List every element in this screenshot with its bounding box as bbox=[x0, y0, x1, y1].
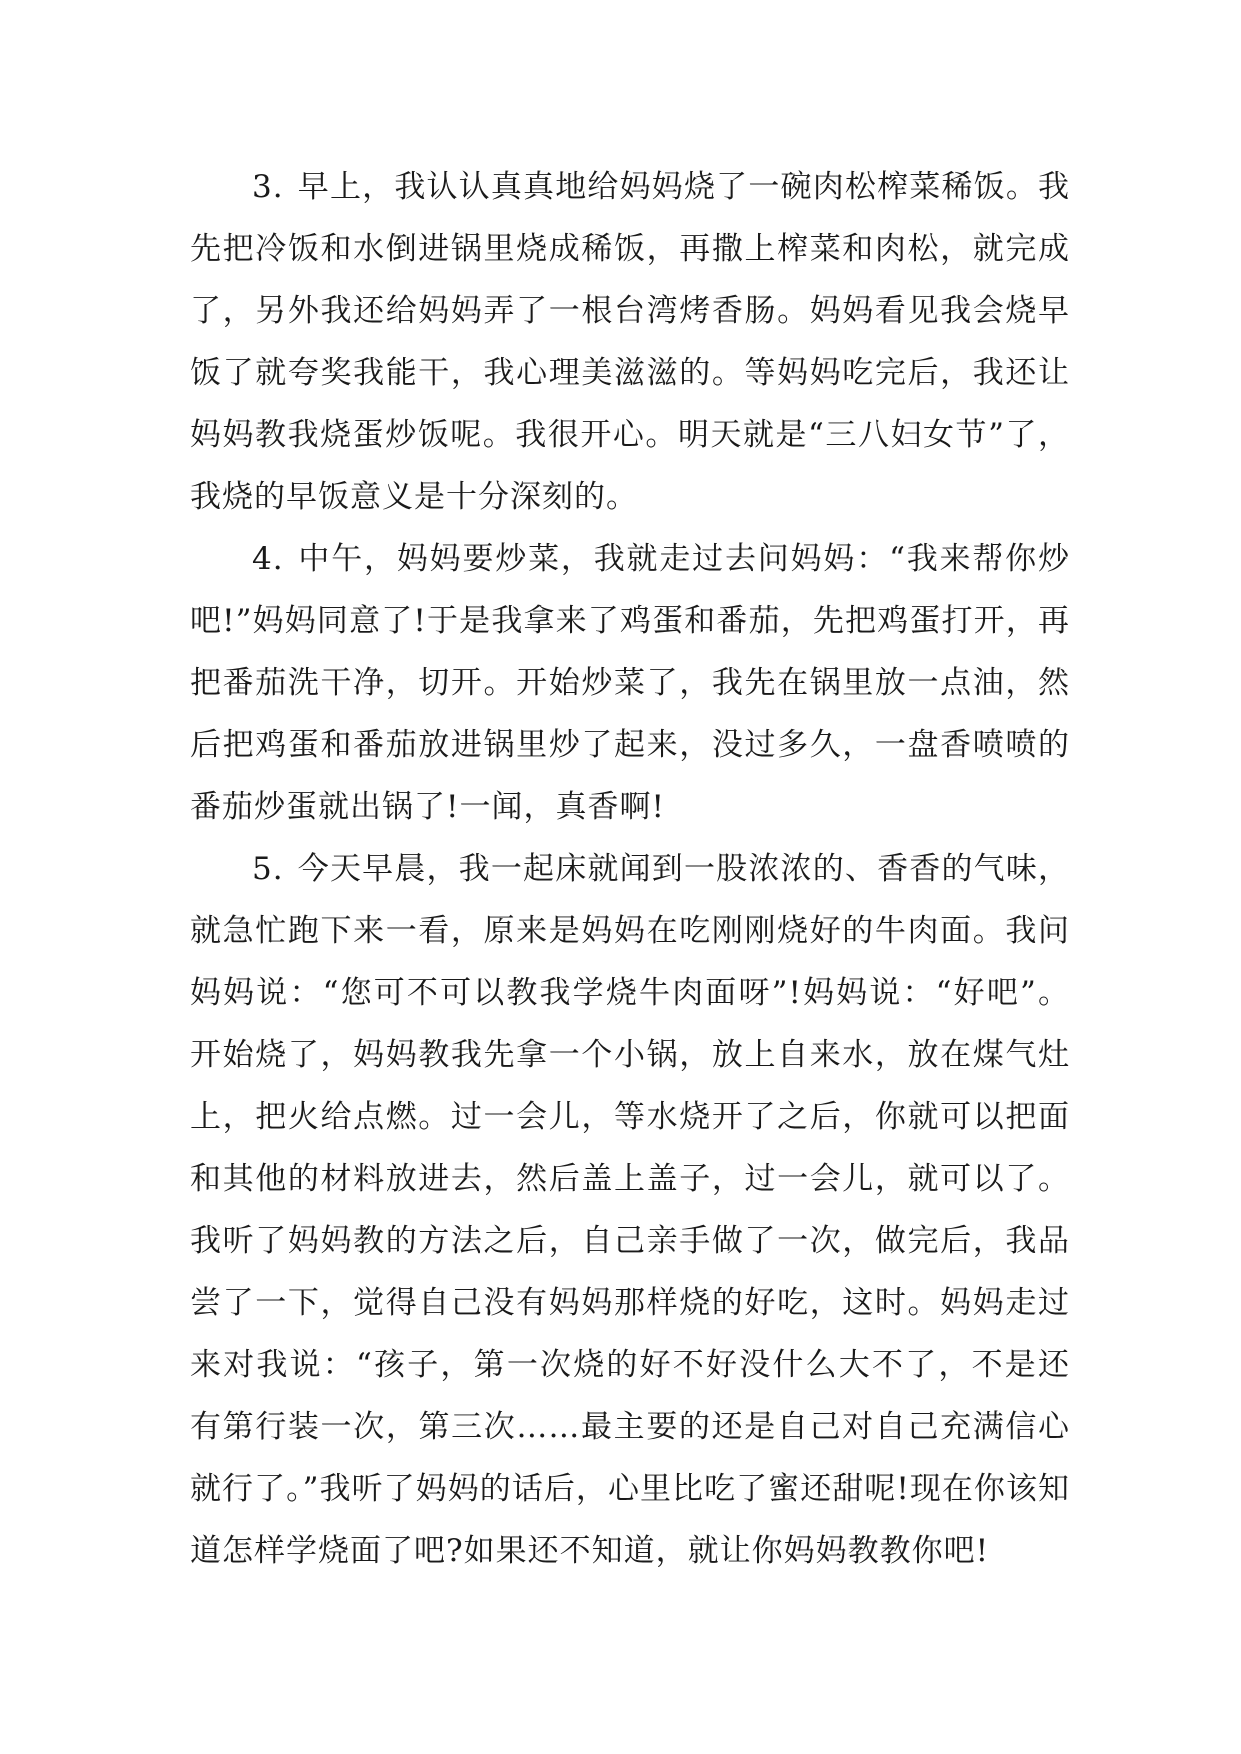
paragraph-4 bbox=[190, 528, 1070, 838]
paragraph-text: 中午，妈妈要炒菜，我就走过去问妈妈：“我来帮你炒吧!”妈妈同意了!于是我拿来了鸡蛋和番茄，先把鸡蛋打开，再把番茄洗干净，切开。开始炒菜了，我先在锅里放一点油，然后把鸡蛋和番茄放进锅里炒了起来，没过多久，一盘香喷喷的番茄炒蛋就出锅了!一闻，真香啊! bbox=[190, 541, 1070, 825]
document-body bbox=[190, 156, 1070, 1582]
paragraph-3 bbox=[190, 156, 1070, 528]
paragraph-number: 4. bbox=[252, 541, 284, 577]
paragraph-number: 5. bbox=[252, 851, 284, 887]
paragraph-text: 今天早晨，我一起床就闻到一股浓浓的、香香的气味，就急忙跑下来一看，原来是妈妈在吃刚刚烧好的牛肉面。我问妈妈说：“您可不可以教我学烧牛肉面呀”!妈妈说：“好吧”。开始烧了，妈妈教我先拿一个小锅，放上自来水，放在煤气灶上，把火给点燃。过一会儿，等水烧开了之后，你就可以把面和其他的材料放进去，然后盖上盖子，过一会儿，就可以了。我听了妈妈教的方法之后，自己亲手做了一次，做完后，我品尝了一下，觉得自己没有妈妈那样烧的好吃，这时。妈妈走过来对我说：“孩子，第一次烧的好不好没什么大不了，不是还有第行装一次，第三次……最主要的还是自己对自己充满信心就行了。”我听了妈妈的话后，心里比吃了蜜还甜呢!现在你该知道怎样学烧面了吧?如果还不知道，就让你妈妈教教你吧! bbox=[190, 851, 1070, 1569]
paragraph-text: 早上，我认认真真地给妈妈烧了一碗肉松榨菜稀饭。我先把冷饭和水倒进锅里烧成稀饭，再撒上榨菜和肉松，就完成了，另外我还给妈妈弄了一根台湾烤香肠。妈妈看见我会烧早饭了就夸奖我能干，我心理美滋滋的。等妈妈吃完后，我还让妈妈教我烧蛋炒饭呢。我很开心。明天就是“三八妇女节”了，我烧的早饭意义是十分深刻的。 bbox=[190, 169, 1070, 515]
paragraph-number: 3. bbox=[252, 169, 284, 205]
paragraph-5 bbox=[190, 838, 1070, 1582]
